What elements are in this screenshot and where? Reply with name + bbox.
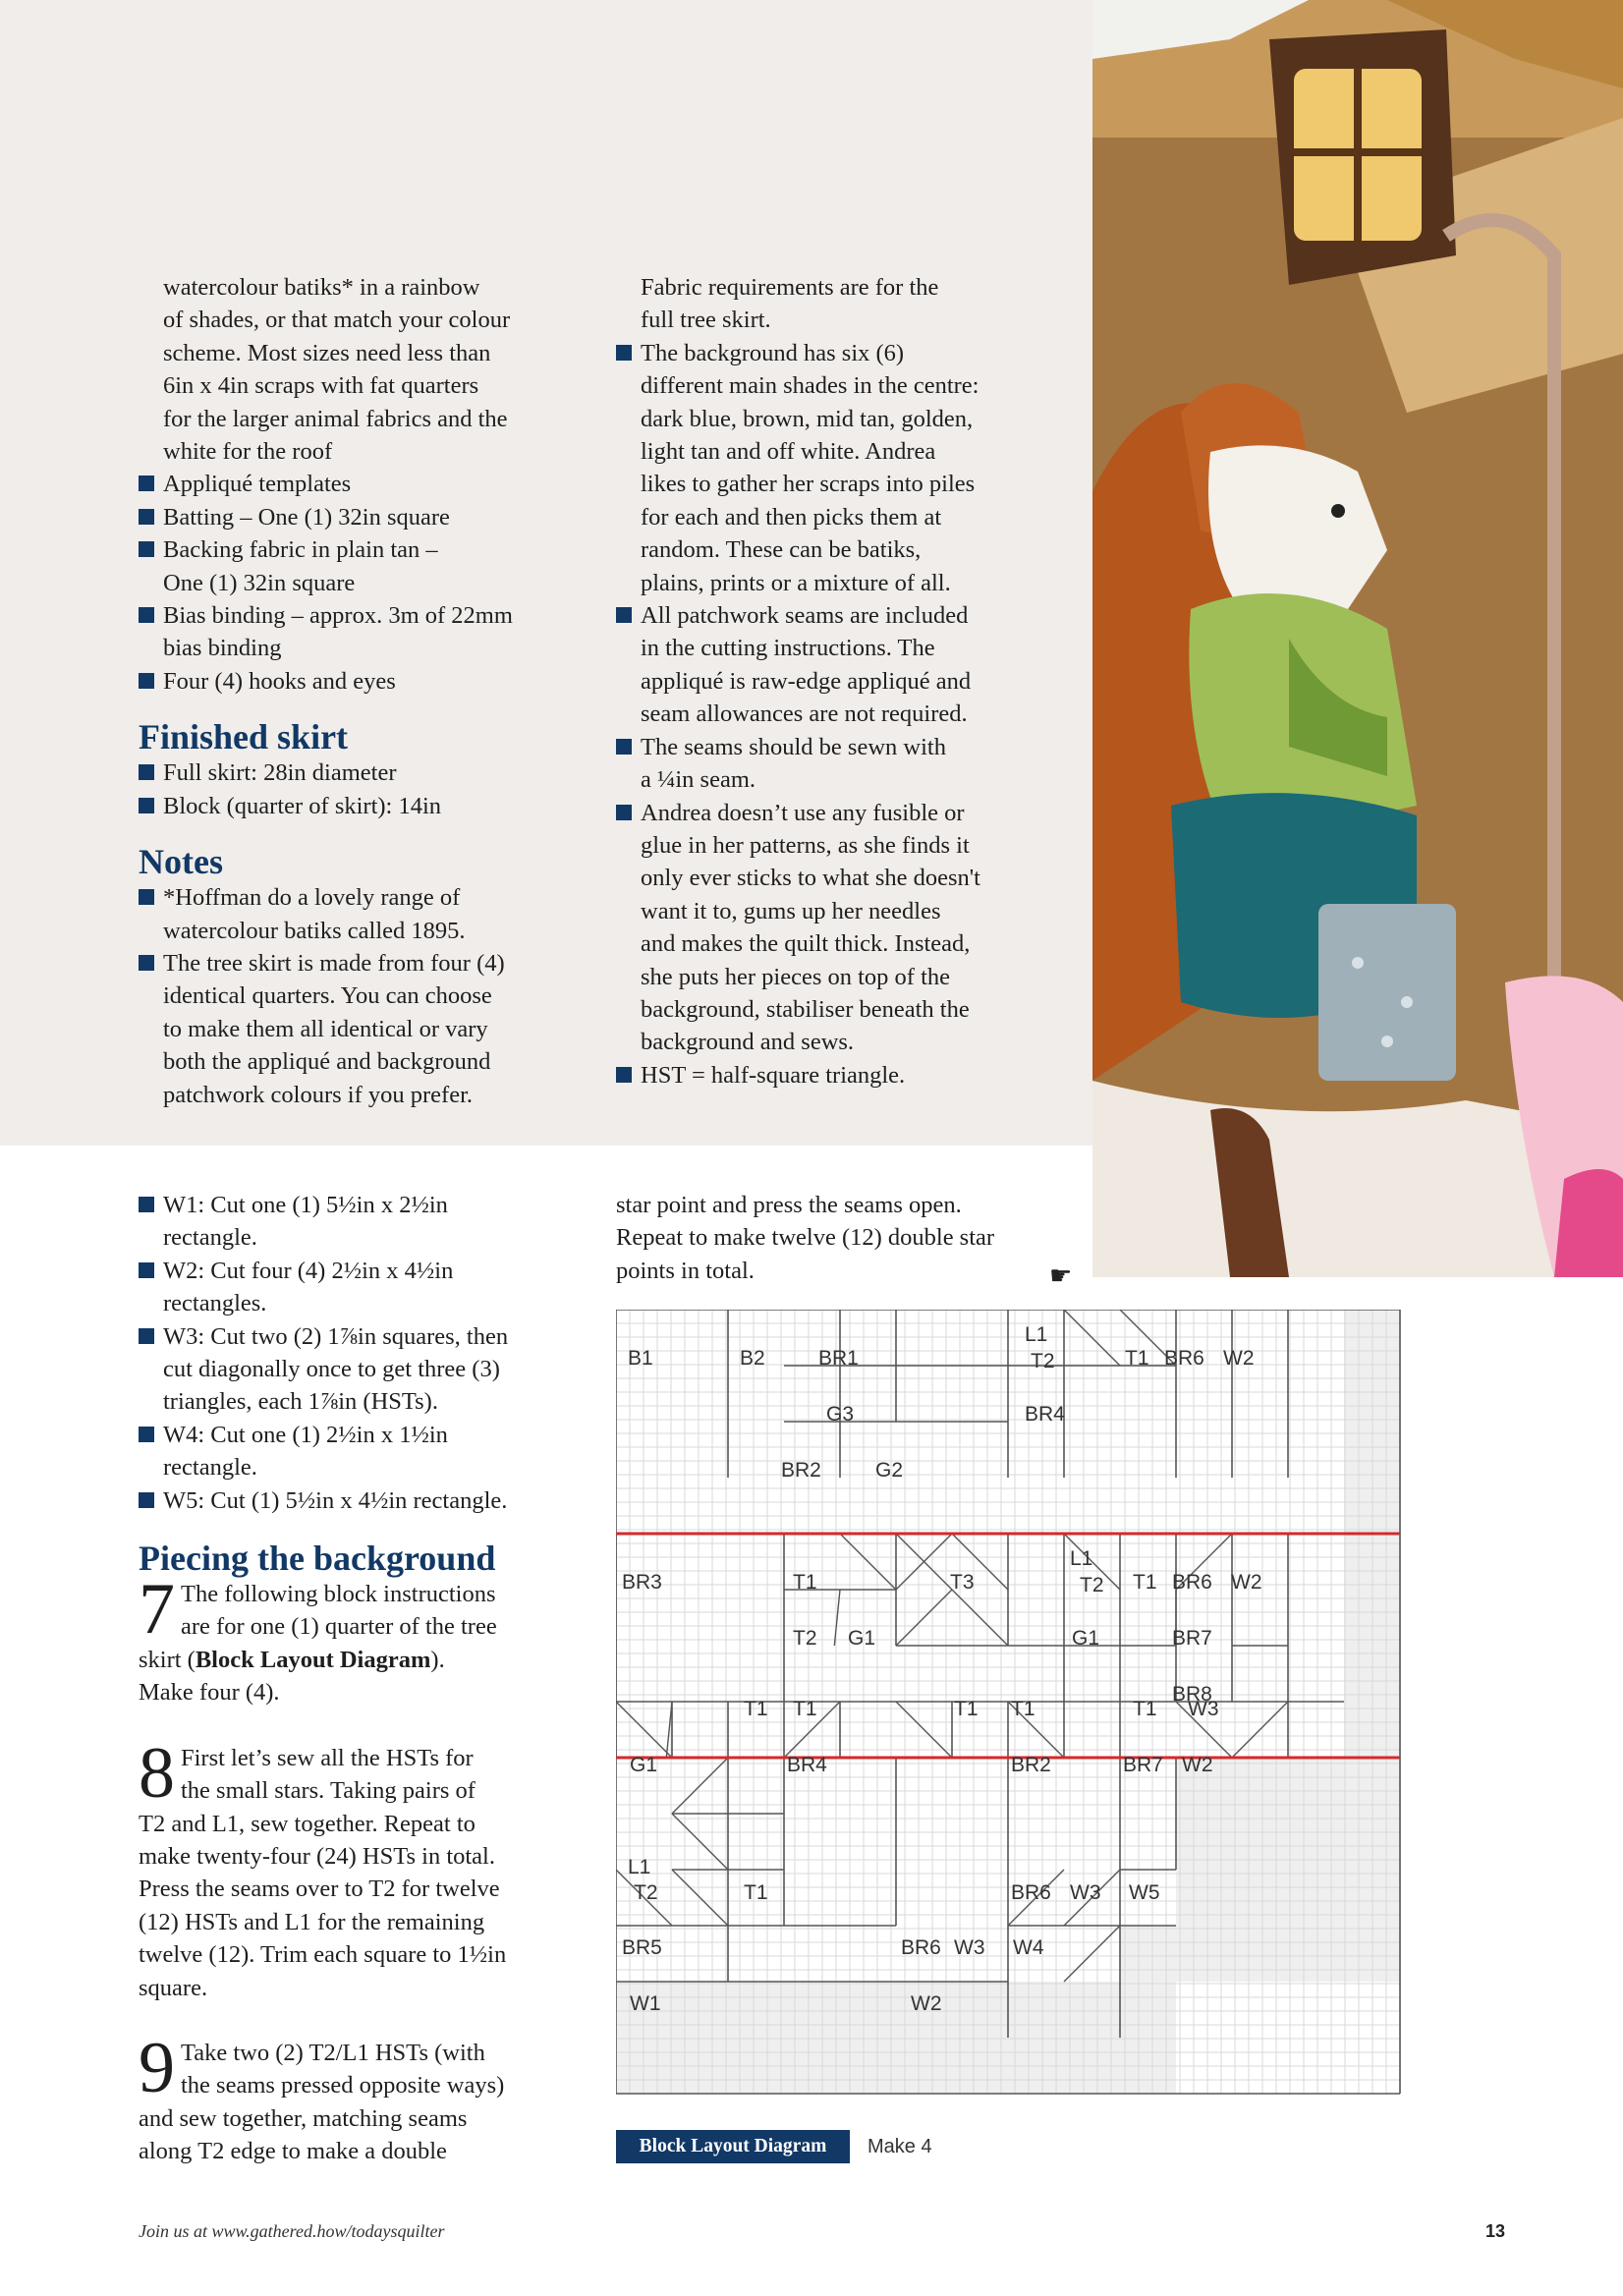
piece-label: B1: [628, 1347, 653, 1370]
list-item: W3: Cut two (2) 1⅞in squares, then: [139, 1320, 571, 1353]
list-item: both the appliqué and background: [163, 1048, 491, 1076]
diagram-make-count: Make 4: [867, 2136, 932, 2157]
piece-label: BR6: [1164, 1347, 1204, 1370]
text-line: points in total.: [616, 1257, 755, 1284]
list-item: patchwork colours if you prefer.: [163, 1081, 473, 1108]
step-7: [139, 1569, 571, 1709]
piece-label: BR6: [1011, 1881, 1051, 1904]
step-7-tail: skirt (Block Layout Diagram).: [139, 1646, 445, 1673]
white-fabric-area: [1120, 1926, 1176, 1982]
list-item: rectangles.: [163, 1290, 267, 1317]
text-line: the small stars. Taking pairs of: [181, 1777, 476, 1805]
piece-label: T1: [954, 1698, 979, 1720]
list-item: Full skirt: 28in diameter: [139, 756, 590, 789]
list-item: HST = half-square triangle.: [616, 1059, 1078, 1092]
piece-label: BR1: [818, 1347, 859, 1370]
piece-label: L1: [628, 1856, 651, 1878]
list-item: Four (4) hooks and eyes: [139, 665, 590, 698]
list-item: she puts her pieces on top of the: [641, 963, 951, 990]
list-item: Block (quarter of skirt): 14in: [139, 790, 590, 822]
step-number: 7: [139, 1569, 175, 1651]
finished-skirt-heading: Finished skirt: [139, 717, 349, 757]
notes-column-2: [616, 271, 1078, 1092]
list-item: to make them all identical or vary: [163, 1015, 488, 1042]
piece-label: BR7: [1123, 1754, 1163, 1776]
page-number: 13: [1485, 2221, 1506, 2241]
text-line: the seams pressed opposite ways): [181, 2072, 505, 2100]
piece-label: BR4: [787, 1754, 827, 1776]
notes-list: [139, 881, 590, 1111]
list-item: a ¼in seam.: [641, 766, 756, 794]
diagram-caption: Block Layout Diagram: [616, 2130, 850, 2163]
list-item: only ever sticks to what she doesn't: [641, 865, 980, 892]
piece-label: T2: [1031, 1350, 1055, 1372]
text-line: scheme. Most sizes need less than: [163, 339, 491, 366]
text-line: T2 and L1, sew together. Repeat to: [139, 1810, 476, 1837]
list-item: Backing fabric in plain tan –: [139, 533, 590, 566]
piece-label: W2: [1231, 1571, 1262, 1594]
list-item: rectangle.: [163, 1224, 257, 1252]
list-item: *Hoffman do a lovely range of: [139, 881, 590, 914]
list-item: bias binding: [163, 635, 282, 662]
list-item: The tree skirt is made from four (4): [139, 947, 590, 980]
text-line: Fabric requirements are for the: [641, 274, 939, 301]
piece-label: W1: [630, 1992, 661, 2015]
list-item: glue in her patterns, as she finds it: [641, 831, 970, 859]
step-number: 8: [139, 1732, 175, 1814]
list-item: W2: Cut four (4) 2½in x 4½in: [139, 1255, 571, 1287]
list-item: The background has six (6): [616, 337, 1078, 369]
list-item: One (1) 32in square: [163, 569, 356, 596]
block-layout-diagram: [616, 1310, 1402, 2100]
piece-label: T2: [793, 1627, 817, 1650]
text-line: Repeat to make twelve (12) double star: [616, 1224, 995, 1252]
piece-label: W5: [1129, 1881, 1160, 1904]
step-9: [139, 2027, 571, 2168]
text-line: are for one (1) quarter of the tree: [181, 1613, 497, 1641]
fabric-note: [616, 271, 1078, 337]
text-line: First let’s sew all the HSTs for: [181, 1744, 474, 1771]
piece-label: W3: [1070, 1881, 1101, 1904]
list-item: triangles, each 1⅞in (HSTs).: [163, 1388, 438, 1416]
piece-label: G3: [826, 1403, 855, 1426]
piece-label: L1: [1070, 1547, 1093, 1570]
list-item: background, stabiliser beneath the: [641, 995, 970, 1023]
text-line: full tree skirt.: [641, 307, 771, 334]
list-item: and makes the quilt thick. Instead,: [641, 930, 971, 958]
piece-label: BR5: [622, 1936, 662, 1959]
list-item: Andrea doesn’t use any fusible or: [616, 797, 1078, 829]
list-item: different main shades in the centre:: [641, 372, 979, 400]
piece-label: T1: [1133, 1698, 1157, 1720]
piece-label: T2: [634, 1881, 658, 1904]
step-9-continued: [616, 1189, 1068, 1287]
piece-label: T1: [1011, 1698, 1035, 1720]
materials-column: [139, 271, 590, 1111]
piece-label: W2: [1223, 1347, 1255, 1370]
piece-label: B2: [740, 1347, 765, 1370]
quilt-photo: [1092, 0, 1623, 1277]
step-8: [139, 1732, 571, 2004]
list-item: light tan and off white. Andrea: [641, 438, 936, 466]
piece-label: BR4: [1025, 1403, 1065, 1426]
piece-label: BR6: [901, 1936, 941, 1959]
list-item: in the cutting instructions. The: [641, 635, 935, 662]
piece-label: G1: [1072, 1627, 1100, 1650]
piece-label: BR6: [1172, 1571, 1212, 1594]
piece-label: T3: [950, 1571, 975, 1594]
list-item: appliqué is raw-edge appliqué and: [641, 667, 972, 695]
piece-label: W2: [1182, 1754, 1213, 1776]
white-fabric-area: [616, 1982, 1120, 2094]
piece-label: T1: [1133, 1571, 1157, 1594]
text-line: Press the seams over to T2 for twelve: [139, 1876, 500, 1903]
list-item: want it to, gums up her needles: [641, 897, 941, 924]
piece-label: W3: [1188, 1698, 1219, 1720]
text-line: for the larger animal fabrics and the: [163, 405, 508, 432]
piece-label: BR2: [1011, 1754, 1051, 1776]
piece-label: W4: [1013, 1936, 1044, 1959]
materials-list: [139, 468, 590, 698]
list-item: cut diagonally once to get three (3): [163, 1356, 500, 1383]
piece-label: G1: [848, 1627, 876, 1650]
piece-label: T2: [1080, 1574, 1104, 1596]
materials-continuation: [139, 271, 590, 468]
pointing-hand-icon: ☛: [1049, 1261, 1073, 1290]
list-item: dark blue, brown, mid tan, golden,: [641, 405, 974, 432]
text-line: of shades, or that match your colour: [163, 307, 511, 334]
piece-label: T1: [744, 1881, 768, 1904]
footer-website: Join us at www.gathered.how/todaysquilter: [139, 2221, 445, 2241]
text-line: (12) HSTs and L1 for the remaining: [139, 1908, 485, 1935]
list-item: watercolour batiks called 1895.: [163, 917, 466, 944]
list-item: background and sews.: [641, 1029, 855, 1056]
text-line: make twenty-four (24) HSTs in total.: [139, 1842, 495, 1870]
list-item: for each and then picks them at: [641, 503, 942, 531]
cutting-list: [139, 1189, 571, 1517]
list-item: Batting – One (1) 32in square: [139, 501, 590, 533]
list-item: All patchwork seams are included: [616, 599, 1078, 632]
text-line: along T2 edge to make a double: [139, 2138, 447, 2165]
list-item: W5: Cut (1) 5½in x 4½in rectangle.: [139, 1484, 571, 1517]
piecing-heading: Piecing the background: [139, 1539, 496, 1579]
text-line: and sew together, matching seams: [139, 2104, 468, 2132]
list-item: random. These can be batiks,: [641, 536, 922, 564]
piece-label: T1: [744, 1698, 768, 1720]
list-item: likes to gather her scraps into piles: [641, 471, 976, 498]
notes-list-2: [616, 337, 1078, 1092]
list-item: Appliqué templates: [139, 468, 590, 500]
piece-label: BR8: [1172, 1683, 1212, 1706]
list-item: seam allowances are not required.: [641, 700, 968, 728]
piece-label: W3: [954, 1936, 985, 1959]
piece-label: T1: [1125, 1347, 1149, 1370]
finished-skirt-list: [139, 756, 590, 822]
text-line: The following block instructions: [181, 1581, 496, 1608]
piece-label: BR2: [781, 1459, 821, 1482]
step-number: 9: [139, 2027, 175, 2108]
piece-label: BR3: [622, 1571, 662, 1594]
notes-heading: Notes: [139, 842, 223, 882]
cutting-column: [139, 1189, 571, 2168]
list-item: W4: Cut one (1) 2½in x 1½in: [139, 1419, 571, 1451]
piece-label: BR7: [1172, 1627, 1212, 1650]
text-line: watercolour batiks* in a rainbow: [163, 274, 480, 301]
text-line: square.: [139, 1974, 208, 2001]
text-line: twelve (12). Trim each square to 1½in: [139, 1941, 507, 1969]
list-item: W1: Cut one (1) 5½in x 2½in: [139, 1189, 571, 1221]
list-item: identical quarters. You can choose: [163, 982, 492, 1010]
text-line: 6in x 4in scraps with fat quarters: [163, 372, 479, 400]
step-7-last: Make four (4).: [139, 1679, 280, 1707]
piece-label: W2: [911, 1992, 942, 2015]
text-line: star point and press the seams open.: [616, 1192, 962, 1218]
piece-label: G1: [630, 1754, 658, 1776]
white-fabric-area: [1120, 1982, 1176, 2094]
list-item: rectangle.: [163, 1454, 257, 1482]
piece-label: L1: [1025, 1323, 1048, 1346]
list-item: Bias binding – approx. 3m of 22mm: [139, 599, 590, 632]
text-line: white for the roof: [163, 438, 333, 466]
piece-label: T1: [793, 1571, 817, 1594]
piece-label: T1: [793, 1698, 817, 1720]
list-item: The seams should be sewn with: [616, 731, 1078, 763]
list-item: plains, prints or a mixture of all.: [641, 569, 951, 596]
text-line: Take two (2) T2/L1 HSTs (with: [181, 2039, 485, 2066]
piece-label: G2: [875, 1459, 904, 1482]
